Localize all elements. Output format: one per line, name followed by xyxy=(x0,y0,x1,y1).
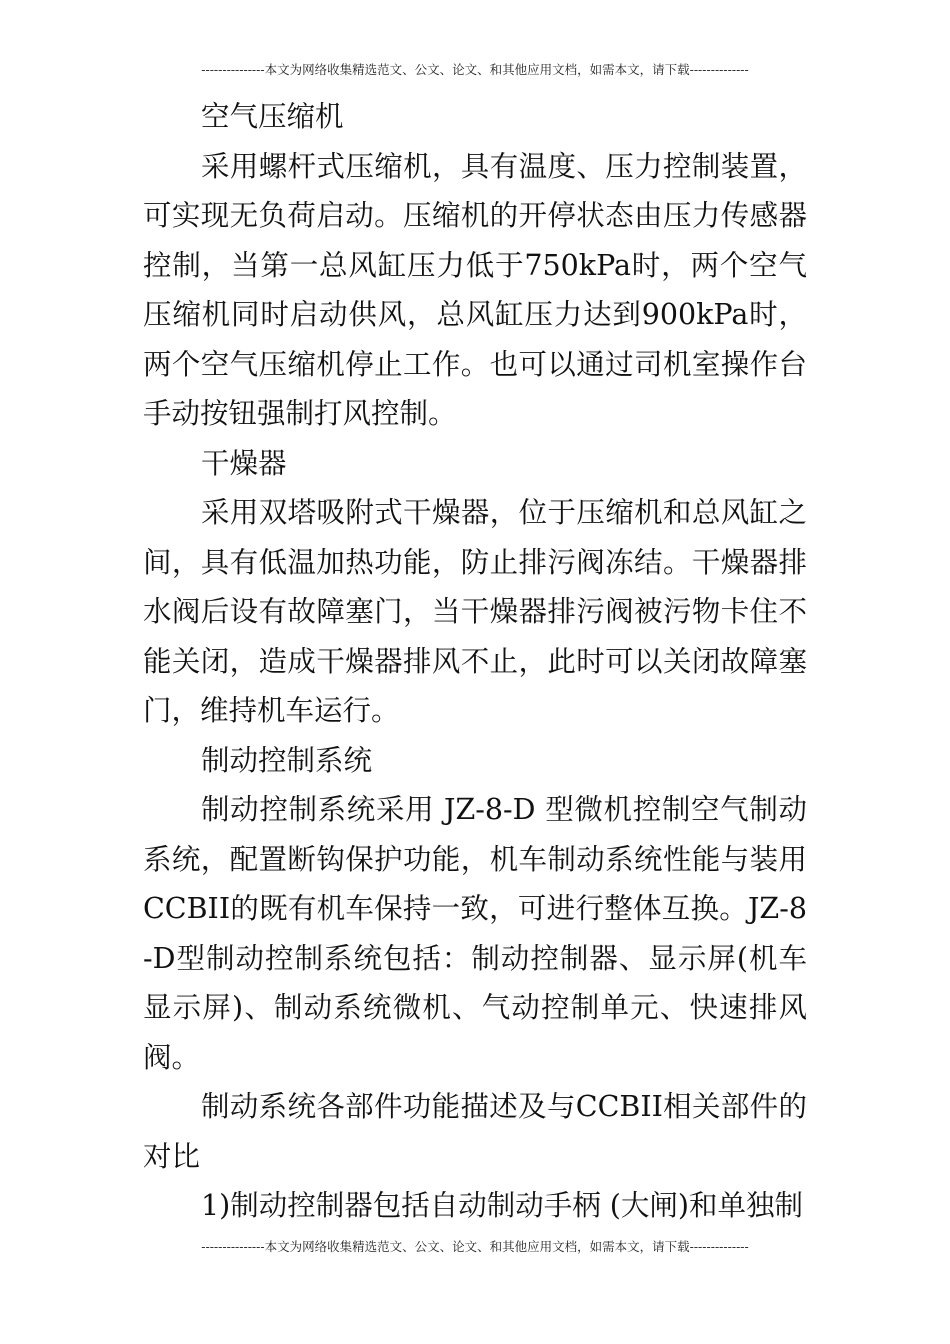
paragraph-brake-control-system: 制动控制系统采用 JZ-8-D 型微机控制空气制动系统，配置断钩保护功能，机车制动系统性能与装用CCBII的既有机车保持一致，可进行整体互换。JZ-8-D型制动控制系统包括：制动控制器、显示屏(机车显示屏)、制动系统微机、气动控制单元、快速排风阀。 xyxy=(143,793,807,1074)
paragraph-component-comparison: 制动系统各部件功能描述及与CCBII相关部件的对比 xyxy=(143,1090,807,1173)
section-heading-air-compressor: 空气压缩机 xyxy=(201,100,344,133)
page-footer: ---------------本文为网络收集精选范文、公文、论文、和其他应用文档，如需本文，请下载-------------- xyxy=(201,1239,749,1254)
page-header: ---------------本文为网络收集精选范文、公文、论文、和其他应用文档，如需本文，请下载-------------- xyxy=(201,62,749,77)
paragraph-dryer: 采用双塔吸附式干燥器，位于压缩机和总风缸之间，具有低温加热功能，防止排污阀冻结。干燥器排水阀后设有故障塞门，当干燥器排污阀被污物卡住不能关闭，造成干燥器排风不止，此时可以关闭故障塞门，维持机车运行。 xyxy=(143,496,807,727)
section-heading-brake-control-system: 制动控制系统 xyxy=(201,743,373,777)
paragraph-brake-controller: 1)制动控制器包括自动制动手柄 (大闸)和单独制 xyxy=(201,1189,804,1222)
section-heading-dryer: 干燥器 xyxy=(201,446,287,480)
document-body xyxy=(143,92,807,1231)
paragraph-air-compressor: 采用螺杆式压缩机，具有温度、压力控制装置，可实现无负荷启动。压缩机的开停状态由压力传感器控制，当第一总风缸压力低于750kPa时，两个空气压缩机同时启动供风，总风缸压力达到900kPa时，两个空气压缩机停止工作。也可以通过司机室操作台手动按钮强制打风控制。 xyxy=(143,149,807,430)
